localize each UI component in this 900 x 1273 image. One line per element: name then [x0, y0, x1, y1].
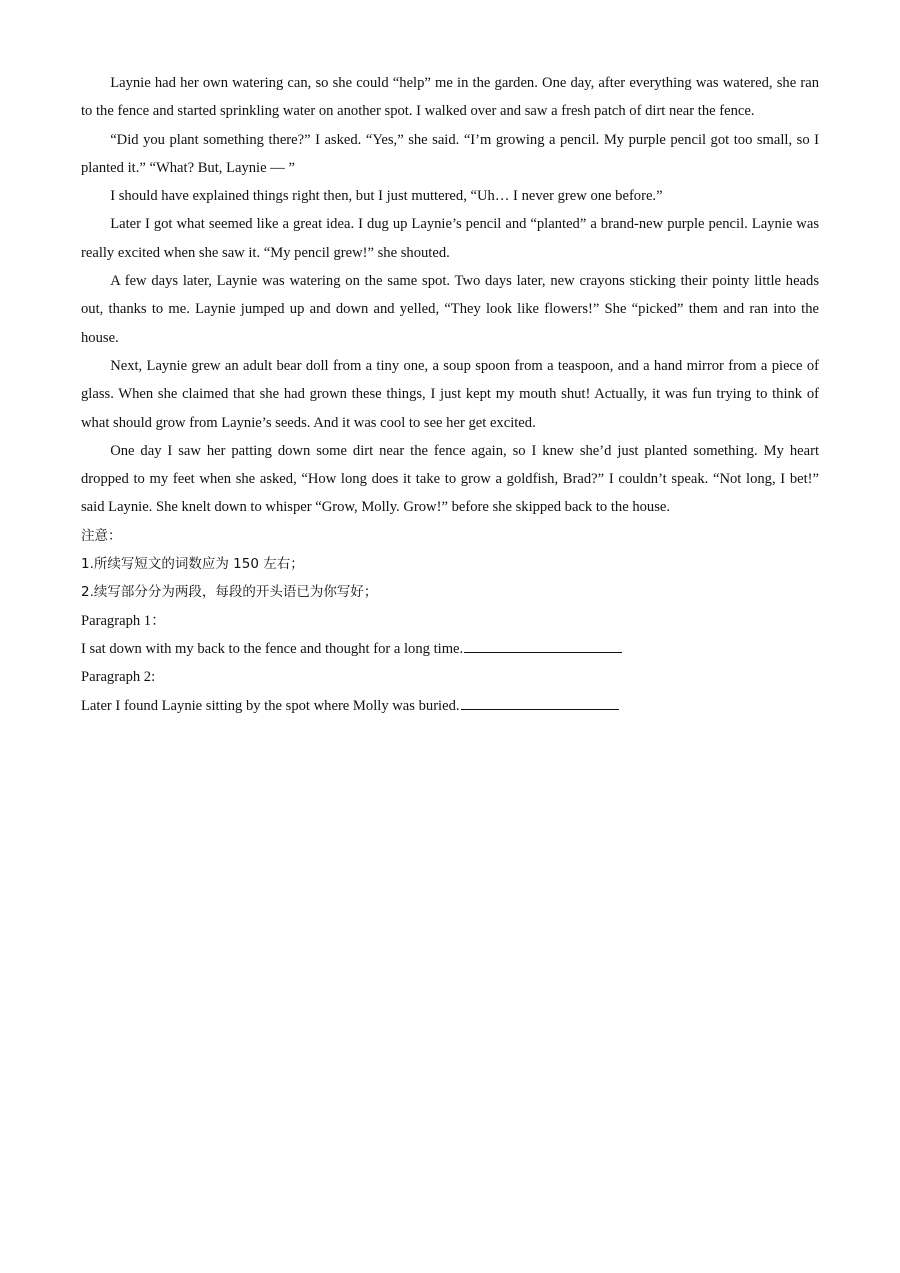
answer-blank-2[interactable] [461, 695, 619, 710]
paragraph-1-opening-sentence: I sat down with my back to the fence and thought for a long time. [81, 640, 464, 657]
story-paragraph: Later I got what seemed like a great idea. I dug up Laynie’s pencil and “planted” a brand-new purple pencil. Laynie was really excited when she saw it. “My pencil grew!” she shouted. [81, 216, 819, 261]
note-item-structure: 2.续写部分分为两段，每段的开头语已为你写好； [81, 584, 378, 601]
document-page [81, 69, 819, 720]
answer-blank-1[interactable] [464, 638, 622, 653]
story-paragraph: I should have explained things right then, but I just muttered, “Uh… I never grew one before.” [110, 188, 663, 205]
story-paragraph: A few days later, Laynie was watering on the same spot. Two days later, new crayons sticking their pointy little heads out, thanks to me. Laynie jumped up and down and yelled, “They look like flowers!” She “picked” them and ran into the house. [81, 273, 819, 346]
story-paragraph: Next, Laynie grew an adult bear doll from a tiny one, a soup spoon from a teaspoon, and a hand mirror from a piece of glass. When she claimed that she had grown these things, I just kept my mouth shut! Actually, it was fun trying to think of what should grow from Laynie’s seeds. And it was cool to see her get excited. [81, 357, 819, 431]
paragraph-2-opening-sentence: Later I found Laynie sitting by the spot where Molly was buried. [81, 697, 460, 714]
notes-heading: 注意： [81, 527, 122, 544]
story-paragraph: Laynie had her own watering can, so she could “help” me in the garden. One day, after everything was watered, she ran to the fence and started sprinkling water on another spot. I walked over and saw a fresh patch of dirt near the fence. [81, 75, 819, 120]
paragraph-2-prompt [81, 692, 819, 720]
paragraph-1-prompt [81, 635, 819, 663]
paragraph-1-label: Paragraph 1： [81, 612, 166, 629]
paragraph-2-label: Paragraph 2: [81, 669, 156, 686]
note-item-word-count: 1.所续写短文的词数应为 150 左右； [81, 556, 304, 573]
story-paragraph: “Did you plant something there?” I asked. “Yes,” she said. “I’m growing a pencil. My purple pencil got too small, so I planted it.” “What? But, Laynie — ” [81, 131, 819, 176]
story-paragraph: One day I saw her patting down some dirt near the fence again, so I knew she’d just planted something. My heart dropped to my feet when she asked, “How long does it take to grow a goldfish, Brad?” I couldn’t speak. “Not long, I bet!” said Laynie. She knelt down to whisper “Grow, Molly. Grow!” before she skipped back to the house. [81, 442, 819, 516]
